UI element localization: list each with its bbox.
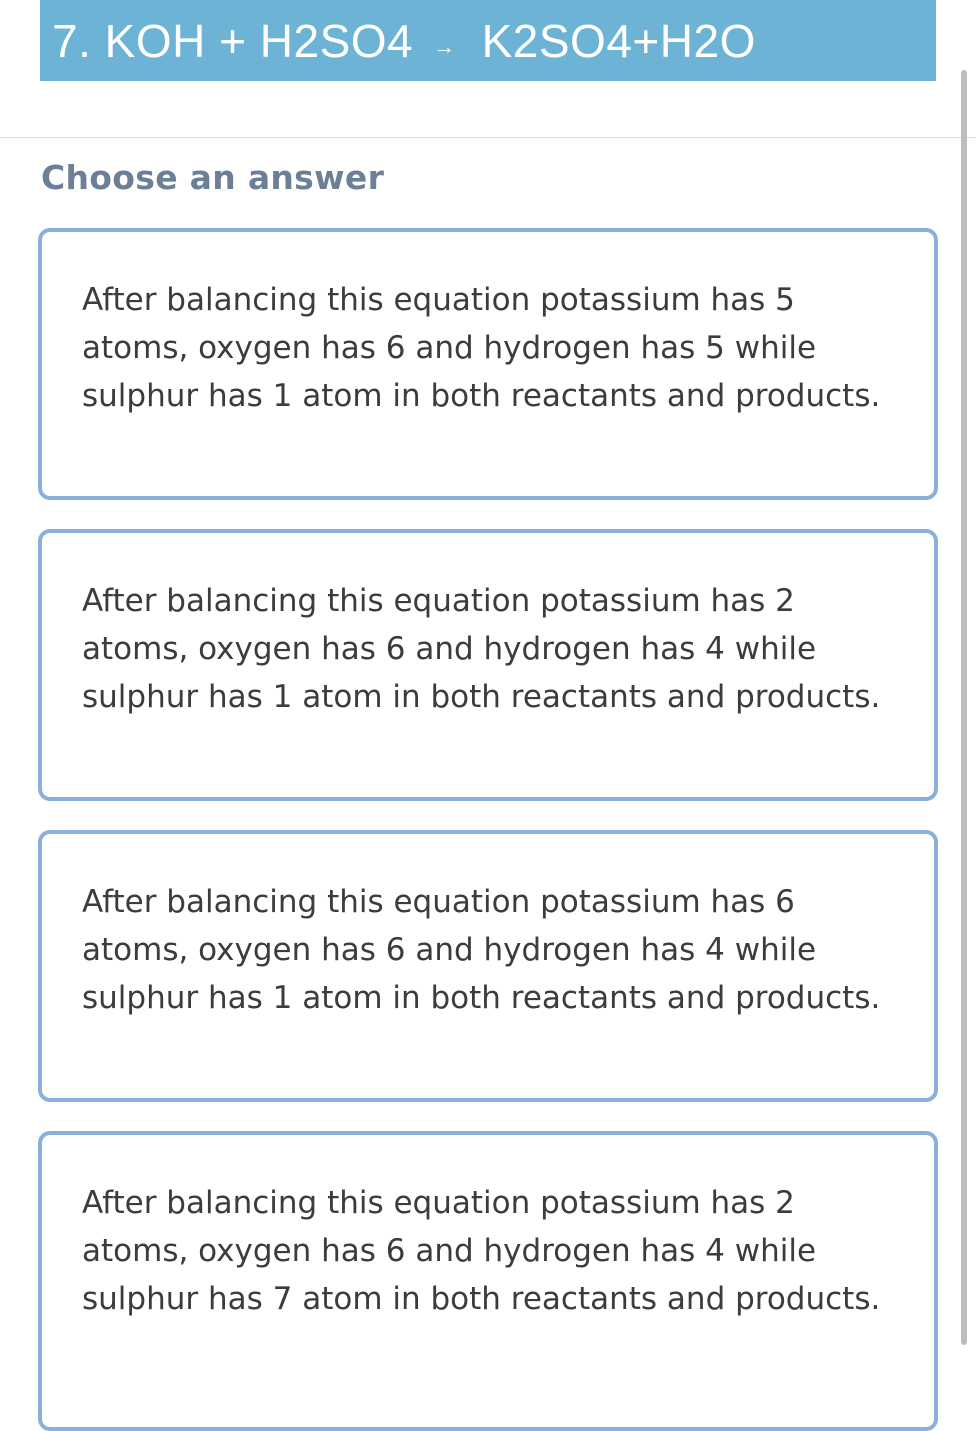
question-banner [40,0,936,81]
answer-option-text: After balancing this equation potassium has 2 atoms, oxygen has 6 and hydrogen has 4 while sulphur has 7 atom in both reactants and products. [82,1185,881,1317]
answer-option-text: After balancing this equation potassium has 2 atoms, oxygen has 6 and hydrogen has 4 while sulphur has 1 atom in both reactants and products. [82,583,881,715]
answer-option-text: After balancing this equation potassium has 6 atoms, oxygen has 6 and hydrogen has 4 while sulphur has 1 atom in both reactants and products. [82,884,881,1016]
scrollbar[interactable] [961,70,967,1345]
question-number: 7. [52,14,92,67]
answer-option-3[interactable] [38,830,938,1102]
divider [0,137,976,138]
question-reactants: KOH + H2SO4 [104,14,414,67]
prompt-heading: Choose an answer [41,158,385,197]
question-products: K2SO4+H2O [481,14,756,67]
answer-option-1[interactable] [38,228,938,500]
answer-option-4[interactable] [38,1131,938,1431]
answer-option-text: After balancing this equation potassium has 5 atoms, oxygen has 6 and hydrogen has 5 while sulphur has 1 atom in both reactants and products. [82,282,881,414]
reaction-arrow-icon: → [433,33,456,59]
answer-option-2[interactable] [38,529,938,801]
